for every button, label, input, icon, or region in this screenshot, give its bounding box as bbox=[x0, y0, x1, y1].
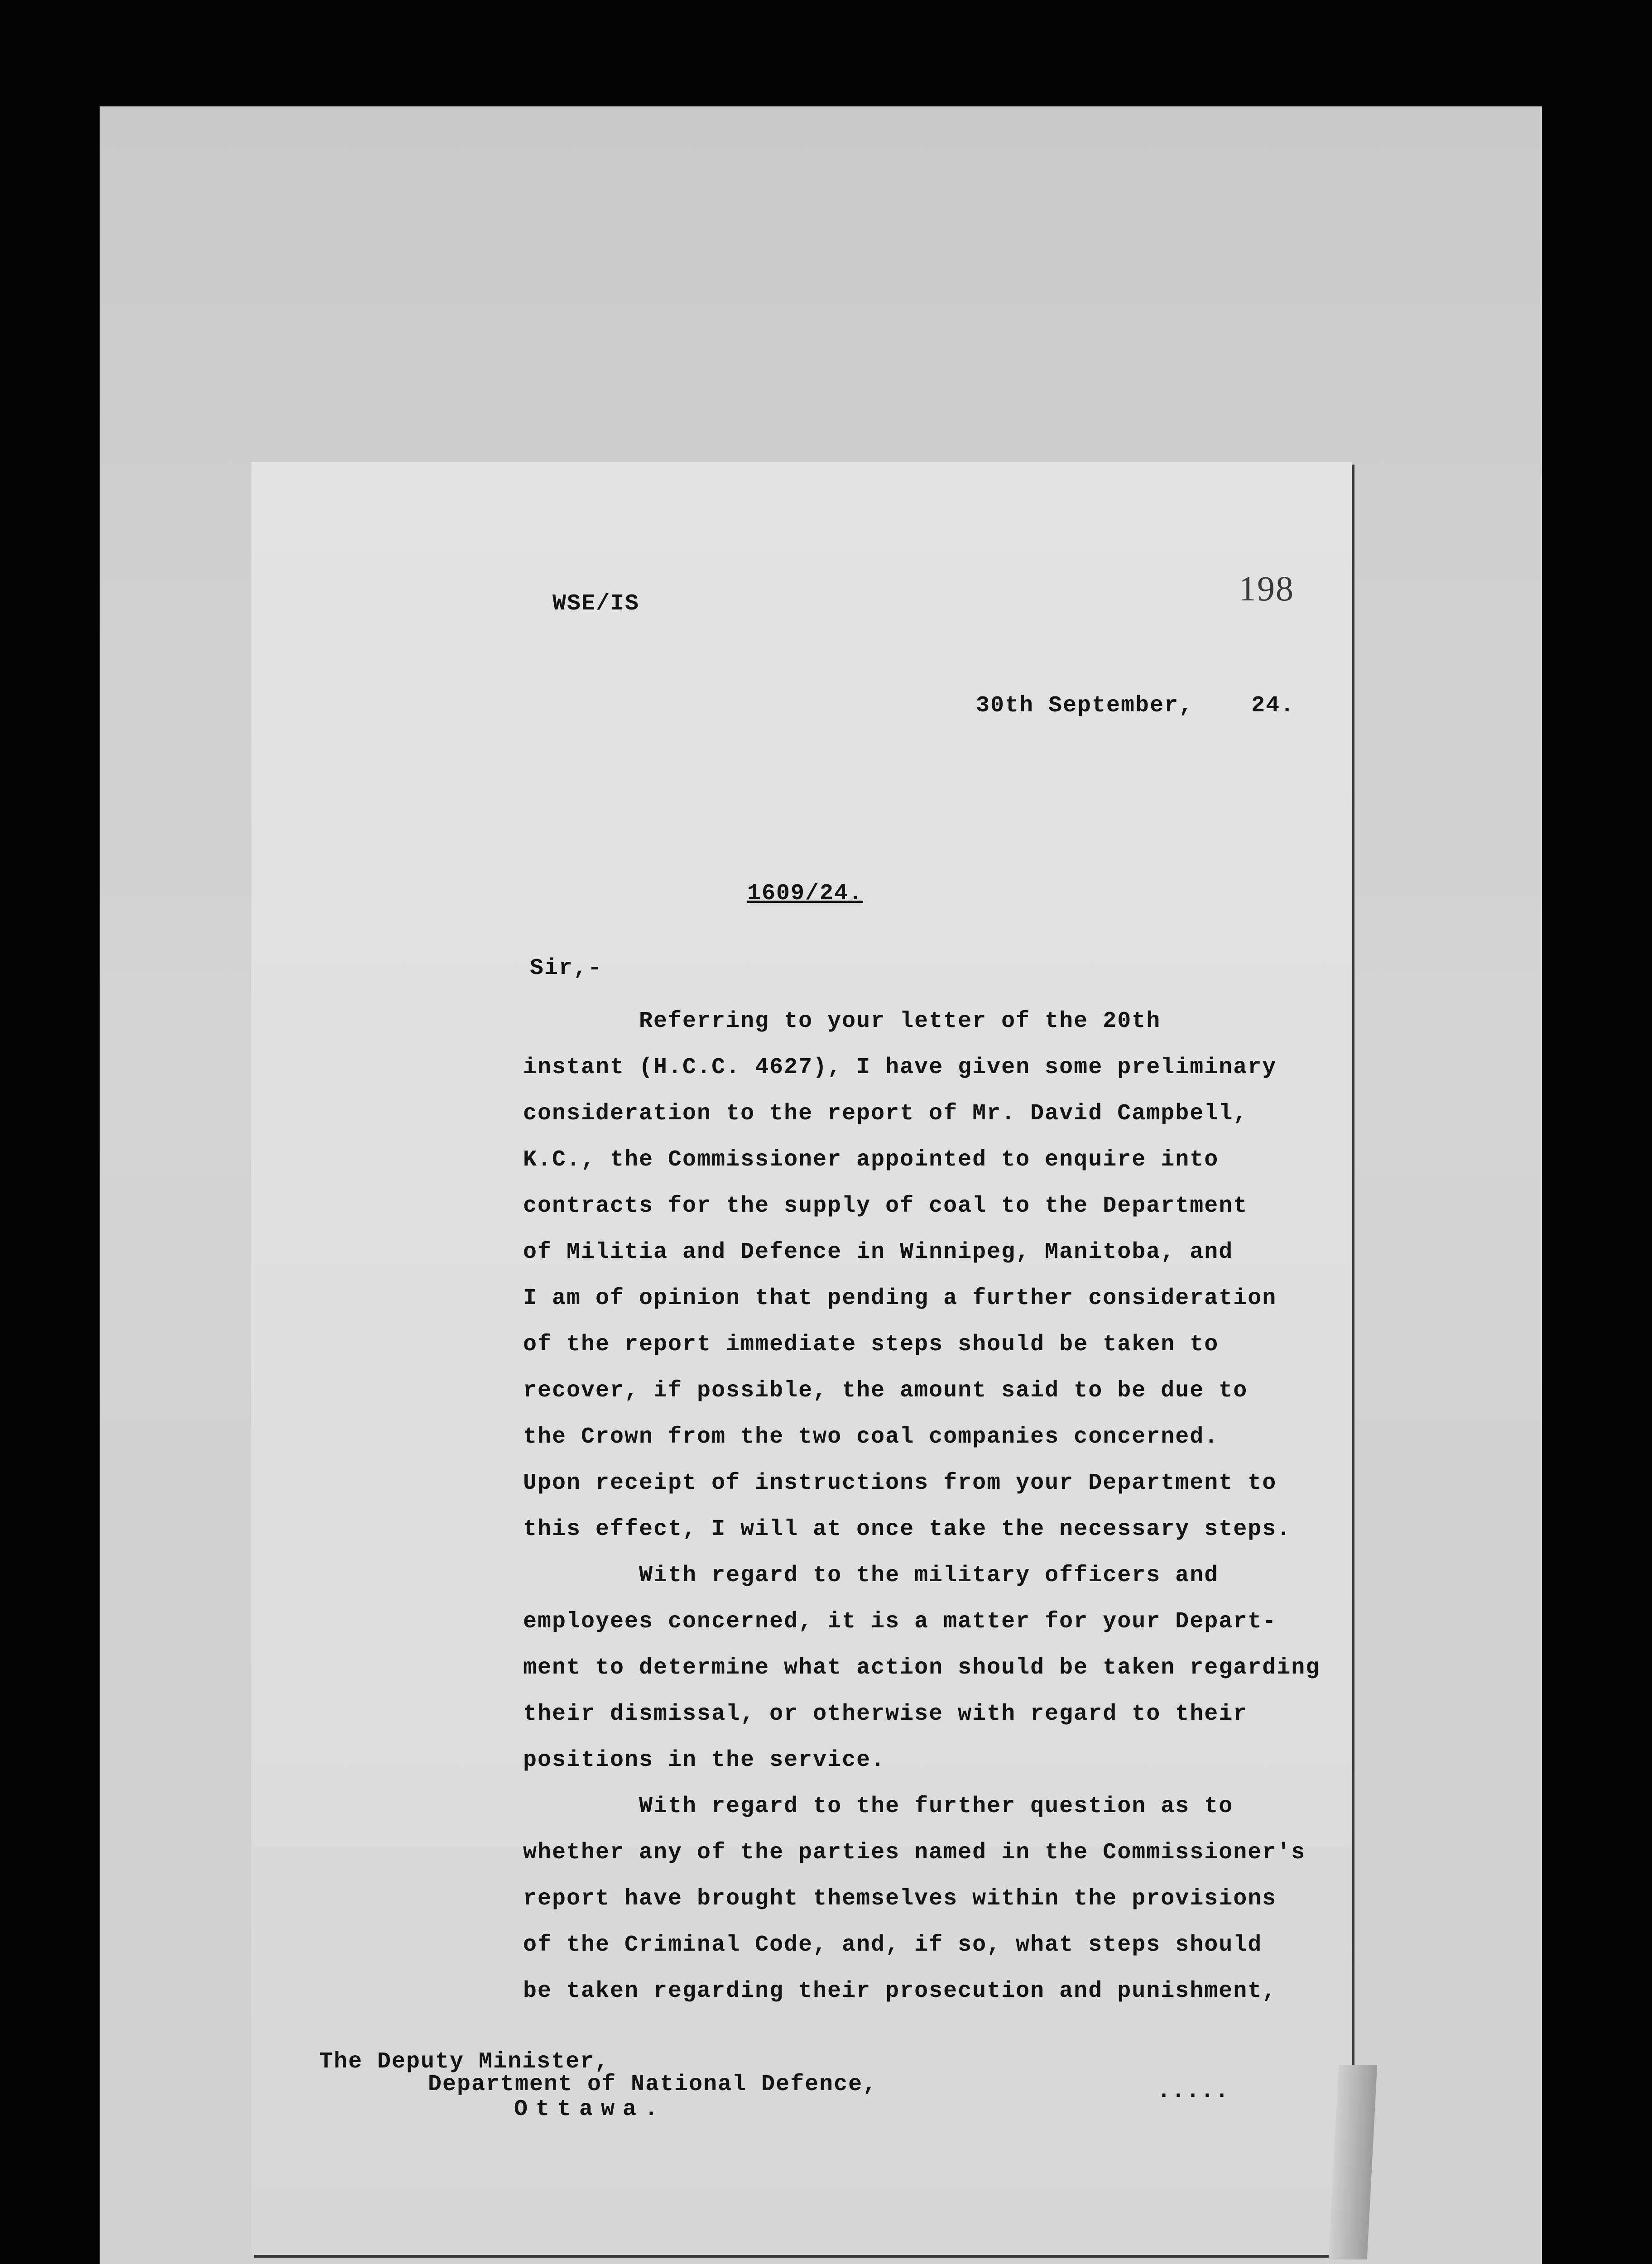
body-line: K.C., the Commissioner appointed to enquire into bbox=[523, 1147, 1219, 1173]
body-line: report have brought themselves within the provisions bbox=[523, 1886, 1277, 1912]
body-line: positions in the service. bbox=[523, 1747, 886, 1773]
body-line: With regard to the military officers and bbox=[523, 1563, 1219, 1588]
file-number: 1609/24. bbox=[747, 881, 864, 907]
body-line: of Militia and Defence in Winnipeg, Manitoba, and bbox=[523, 1239, 1234, 1265]
body-line: of the Criminal Code, and, if so, what steps should bbox=[523, 1932, 1263, 1958]
body-line: employees concerned, it is a matter for your Depart- bbox=[523, 1609, 1277, 1635]
letter-date: 30th September, 24. bbox=[976, 693, 1295, 719]
body-line: their dismissal, or otherwise with regard to their bbox=[523, 1701, 1248, 1727]
recipient-department: Department of National Defence, bbox=[428, 2072, 878, 2097]
salutation: Sir,- bbox=[530, 955, 603, 981]
reference-code: WSE/IS bbox=[552, 591, 640, 617]
body-line: be taken regarding their prosecution and punishment, bbox=[523, 1978, 1277, 2004]
body-line: ment to determine what action should be taken regarding bbox=[523, 1655, 1321, 1681]
body-line: this effect, I will at once take the necessary steps. bbox=[523, 1516, 1292, 1542]
recipient-title: The Deputy Minister, bbox=[319, 2049, 610, 2075]
folio-number: 198 bbox=[1239, 569, 1294, 608]
body-line: I am of opinion that pending a further consideration bbox=[523, 1285, 1277, 1311]
body-line: the Crown from the two coal companies concerned. bbox=[523, 1424, 1219, 1450]
body-line: instant (H.C.C. 4627), I have given some preliminary bbox=[523, 1055, 1277, 1080]
body-line: of the report immediate steps should be taken to bbox=[523, 1332, 1219, 1357]
recipient-city: Ottawa. bbox=[514, 2096, 667, 2122]
body-line: whether any of the parties named in the Commissioner's bbox=[523, 1840, 1306, 1866]
body-line: recover, if possible, the amount said to be due to bbox=[523, 1378, 1248, 1404]
letter-page bbox=[251, 462, 1352, 2255]
body-line: contracts for the supply of coal to the Department bbox=[523, 1193, 1248, 1219]
continuation-dots: ..... bbox=[1157, 2078, 1230, 2104]
letter-body bbox=[523, 998, 1338, 2015]
body-line: Referring to your letter of the 20th bbox=[523, 1008, 1161, 1034]
body-line: consideration to the report of Mr. David Campbell, bbox=[523, 1101, 1248, 1127]
body-line: With regard to the further question as to bbox=[523, 1794, 1234, 1819]
body-line: Upon receipt of instructions from your Department to bbox=[523, 1470, 1277, 1496]
